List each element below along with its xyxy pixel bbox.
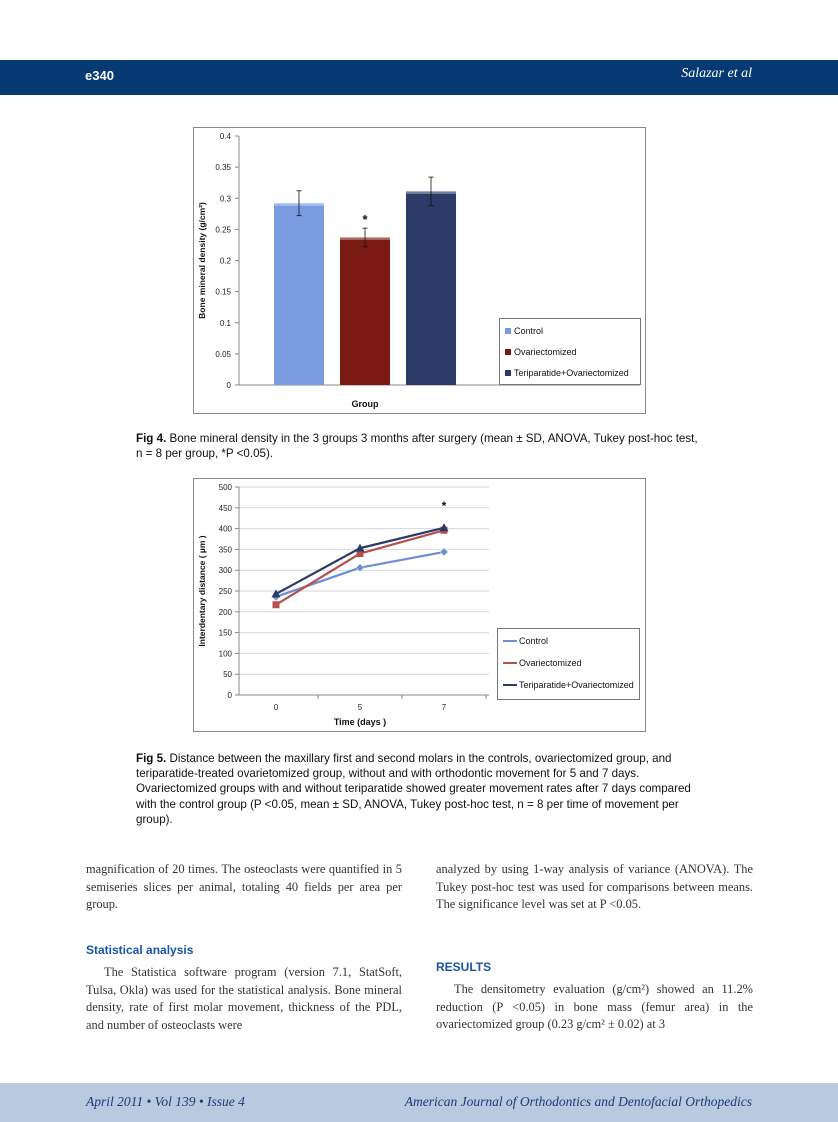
y-tick-label: 400: [218, 524, 232, 534]
data-point: [273, 601, 280, 608]
fig4-legend: [499, 318, 641, 385]
legend-label: Ovariectomized: [514, 347, 577, 357]
y-tick-label: 0.15: [215, 287, 231, 297]
y-tick-label: 0.05: [215, 349, 231, 359]
fig4-chart: [193, 127, 646, 414]
y-tick-label: 450: [218, 503, 232, 513]
bar: [340, 237, 390, 385]
y-tick-label: 0.25: [215, 225, 231, 235]
fig4-caption: [136, 431, 706, 461]
legend-label: Teriparatide+Ovariectomized: [514, 368, 629, 378]
y-axis-label: Interdentary distance ( µm ): [197, 535, 207, 647]
y-tick-label: 300: [218, 566, 232, 576]
significance-marker: *: [362, 212, 368, 228]
left-column-bottom: [86, 964, 402, 1034]
fig5-legend: [497, 628, 640, 700]
x-tick-label: 7: [441, 703, 447, 712]
legend-label: Control: [514, 326, 544, 336]
x-axis-label: Group: [351, 399, 379, 409]
y-tick-label: 250: [218, 587, 232, 596]
footer-issue: April 2011 • Vol 139 • Issue 4: [86, 1094, 245, 1109]
legend-swatch-teriparatide: [505, 370, 511, 376]
legend-item-control: [503, 636, 548, 646]
right-column-bottom: [436, 981, 753, 1034]
legend-item-teriparatide: [505, 368, 629, 378]
y-axis-label: Bone mineral density (g/cm²): [197, 202, 207, 319]
legend-item-ovariectomized: [503, 658, 582, 668]
fig5-chart: [193, 478, 646, 732]
y-tick-label: 0: [226, 381, 231, 390]
y-tick-label: 150: [218, 628, 232, 638]
legend-line-control: [503, 637, 517, 644]
y-tick-label: 0.2: [219, 256, 231, 266]
x-tick-label: 5: [357, 703, 363, 712]
x-tick-label: 0: [273, 703, 279, 712]
fig5-caption-text: Distance between the maxillary first and second molars in the controls, ovariectomized group, and teriparatide-treated ovarietomized group, without and with orthodontic movement for 5 and 7 days. Ovariectomized groups with and without teriparatide showed greater movement rates after 7 days compared with the control group (P <0.05, mean ± SD, ANOVA, Tukey post-hoc test, n = 8 per time of movement per group).: [136, 752, 691, 826]
left-column-top: [86, 861, 402, 914]
significance-marker: *: [441, 498, 447, 513]
fig5-caption: [136, 751, 706, 827]
y-tick-label: 50: [223, 670, 232, 680]
body-paragraph: The Statistica software program (version 7.1, StatSoft, Tulsa, Okla) was used for the statistical analysis. Bone mineral density, rate of first molar movement, thickness of the PDL, and number of osteoclasts were: [86, 965, 402, 1032]
y-tick-label: 0.4: [219, 132, 231, 141]
body-paragraph: magnification of 20 times. The osteoclasts were quantified in 5 semiseries slices per animal, totaling 40 fields per area per group.: [86, 862, 402, 911]
heading-results: RESULTS: [436, 960, 492, 974]
legend-label: Ovariectomized: [519, 658, 582, 668]
legend-line-teriparatide: [503, 681, 517, 688]
fig5-label: Fig 5.: [136, 752, 167, 765]
body-paragraph: The densitometry evaluation (g/cm²) showed an 11.2% reduction (P <0.05) in bone mass (femur area) in the ovariectomized group (0.23 g/cm² ± 0.02) at 3: [436, 982, 753, 1031]
y-tick-label: 0.35: [215, 163, 231, 173]
heading-statistical-analysis: Statistical analysis: [86, 943, 194, 957]
bar: [274, 203, 324, 385]
legend-item-ovariectomized: [505, 347, 577, 357]
bar: [406, 191, 456, 385]
y-tick-label: 500: [218, 483, 232, 492]
legend-label: Teriparatide+Ovariectomized: [519, 680, 634, 690]
y-tick-label: 350: [218, 545, 232, 555]
legend-swatch-control: [505, 328, 511, 334]
fig4-caption-text: Bone mineral density in the 3 groups 3 months after surgery (mean ± SD, ANOVA, Tukey post-hoc test, n = 8 per group, *P <0.05).: [136, 432, 698, 461]
body-paragraph: analyzed by using 1-way analysis of variance (ANOVA). The Tukey post-hoc test was used for comparisons between means. The significance level was set at P <0.05.: [436, 862, 753, 911]
legend-line-ovariectomized: [503, 659, 517, 666]
y-tick-label: 0.1: [219, 318, 231, 328]
fig4-label: Fig 4.: [136, 432, 167, 445]
legend-item-teriparatide: [503, 680, 634, 690]
page-number: e340: [85, 68, 114, 83]
x-axis-label: Time (days ): [333, 717, 387, 727]
legend-swatch-ovariectomized: [505, 349, 511, 355]
right-column-top: [436, 861, 753, 914]
footer-journal: American Journal of Orthodontics and Dentofacial Orthopedics: [404, 1094, 752, 1109]
y-tick-label: 100: [218, 649, 232, 659]
legend-label: Control: [519, 636, 549, 646]
legend-item-control: [505, 326, 543, 336]
y-tick-label: 200: [218, 607, 232, 617]
y-tick-label: 0: [227, 691, 232, 700]
running-head: Salazar et al: [681, 66, 752, 81]
y-tick-label: 0.3: [219, 194, 231, 204]
